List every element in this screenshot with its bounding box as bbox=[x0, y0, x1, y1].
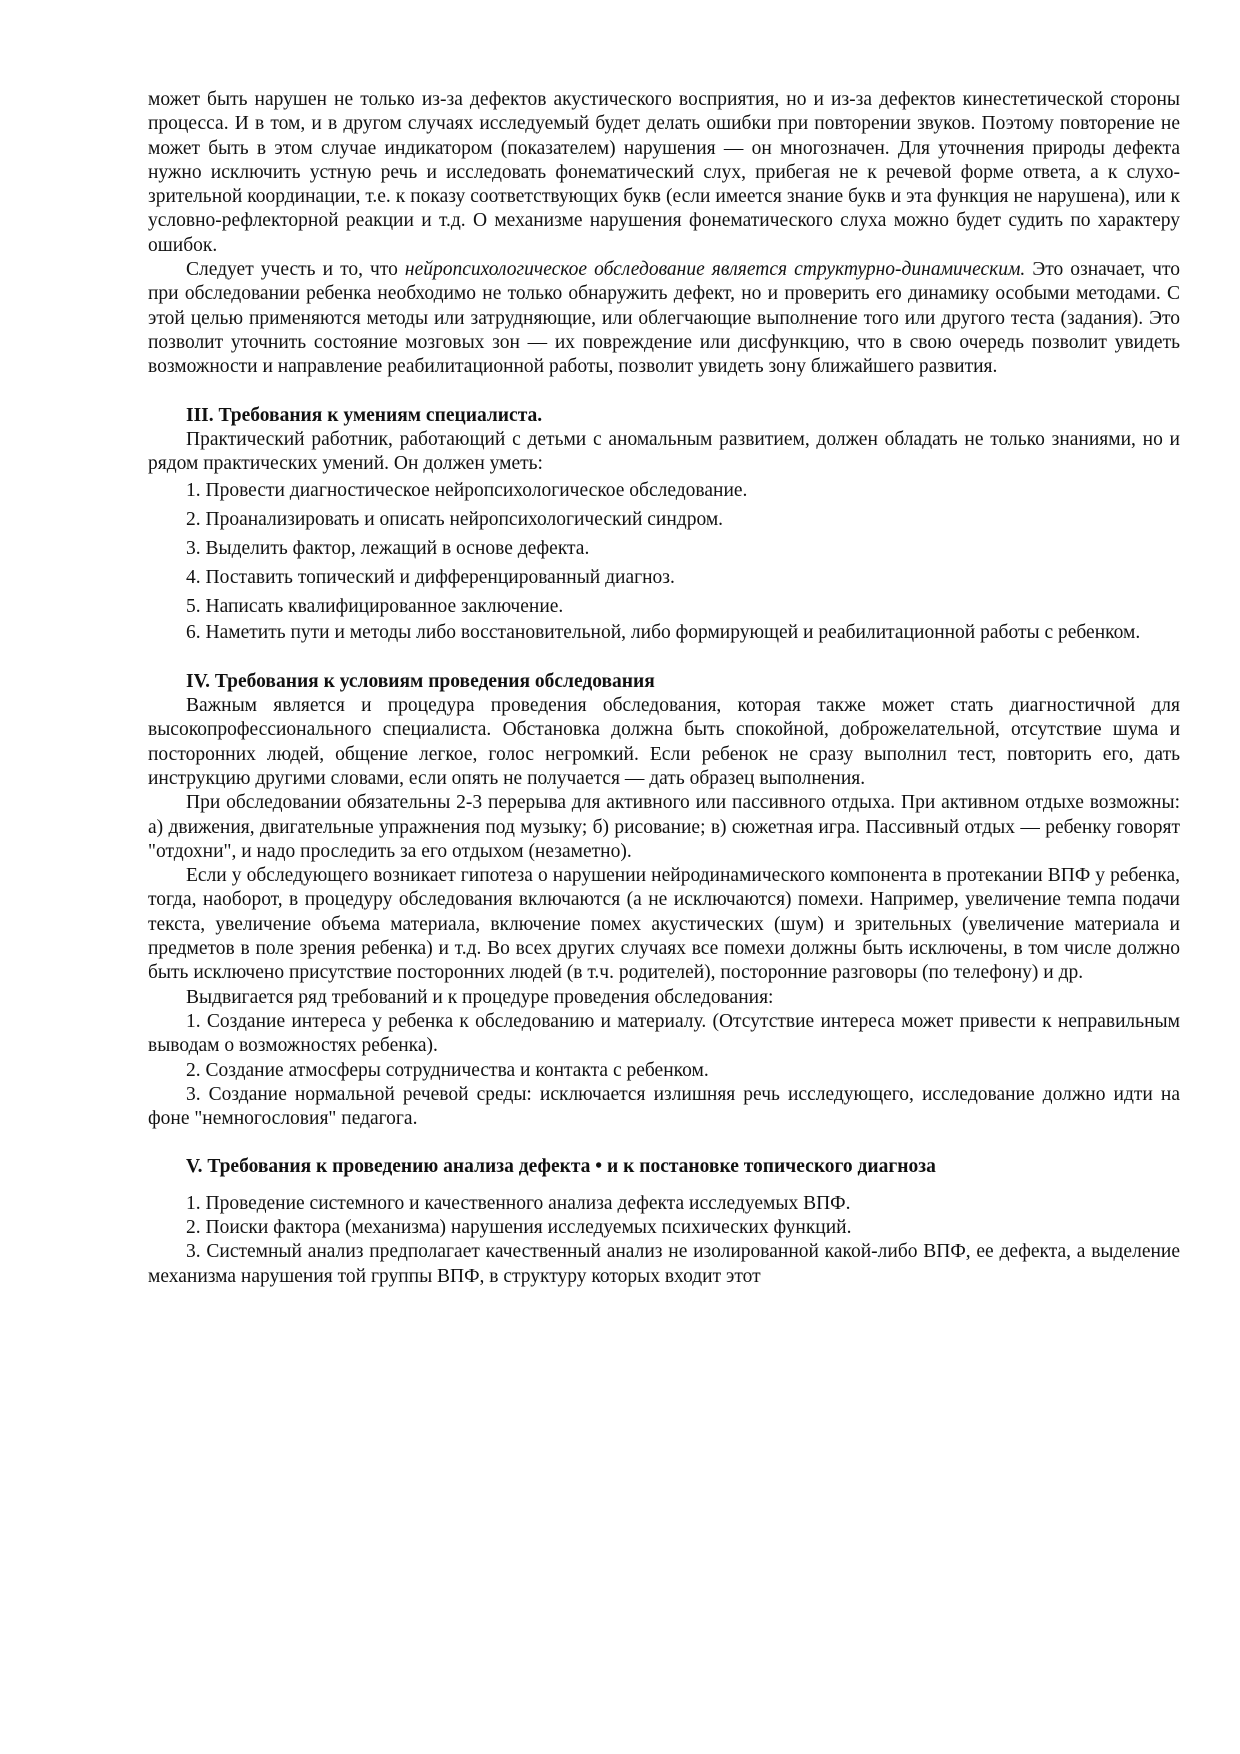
section-5-heading: V. Требования к проведению анализа дефекта • и к постановке топического диагноза bbox=[186, 1156, 936, 1178]
list-item: 6. Наметить пути и методы либо восстановительной, либо формирующей и реабилитационной работы с ребенком. bbox=[186, 622, 1141, 644]
list-item: 5. Написать квалифицированное заключение. bbox=[186, 596, 564, 618]
paragraph-continued: может быть нарушен не только из-за дефектов акустического восприятия, но и из-за дефектов кинестетической стороны процесса. И в том, и в другом случаях исследуемый будет делать ошибки при повторении звуков. Поэтому повторение не может быть в этом случае индикатором (показателем) нарушения — он многозначен. Для уточнения природы дефекта нужно исключить устную речь и исследовать фонематический слух, прибегая не к речевой форме ответа, а к слухо-зрительной координации, т.е. к показу соответствующих букв (если имеется знание букв и эта функция не нарушена), или к условно-рефлекторной реакции и т.д. О механизме нарушения фонематического слуха можно будет судить по характеру ошибок. bbox=[148, 89, 1180, 256]
list-item: 1. Создание интереса у ребенка к обследованию и материалу. (Отсутствие интереса может привести к неправильным выводам о возможностях ребенка). bbox=[148, 1010, 1180, 1057]
list-item: 2. Создание атмосферы сотрудничества и контакта с ребенком. bbox=[186, 1059, 709, 1081]
list-item: 3. Системный анализ предполагает качественный анализ не изолированной какой-либо ВПФ, ее дефекта, а выделение механизма нарушения той группы ВПФ, в структуру которых входит этот bbox=[148, 1241, 1180, 1287]
spacer bbox=[148, 1131, 1180, 1155]
section-4-paragraph: При обследовании обязательны 2-3 перерыва для активного или пассивного отдыха. При активном отдыхе возможны: а) движения, двигательные упражнения под музыку; б) рисование; в) сюжетная игра. Пассивный отдых — ребенку говорят "отдохни", и надо проследить за его отдыхом (незаметно). bbox=[148, 792, 1180, 862]
spacer bbox=[148, 646, 1180, 670]
section-4-paragraph: Важным является и процедура проведения обследования, которая также может стать диагностичной для высокопрофессионального специалиста. Обстановка должна быть спокойной, доброжелательной, отсутствие шума и посторонних людей, общение легкое, голос негромкий. Если ребенок не сразу выполнил тест, повторить его, дать инструкцию другими словами, если опять не получается — дать образец выполнения. bbox=[148, 695, 1180, 789]
section-4-paragraph: Выдвигается ряд требований и к процедуре проведения обследования: bbox=[186, 986, 774, 1008]
spacer bbox=[148, 1180, 1180, 1192]
section-4-heading: IV. Требования к условиям проведения обследования bbox=[186, 670, 655, 692]
list-item: 2. Поиски фактора (механизма) нарушения исследуемых психических функций. bbox=[186, 1216, 852, 1238]
list-item: 2. Проанализировать и описать нейропсихологический синдром. bbox=[186, 509, 724, 531]
italic-emphasis: нейропсихологическое обследование является структурно-динамическим. bbox=[404, 259, 1026, 281]
list-item: 1. Проведение системного и качественного анализа дефекта исследуемых ВПФ. bbox=[186, 1192, 851, 1214]
paragraph-lead: Следует учесть и то, что bbox=[186, 259, 405, 281]
document-page bbox=[148, 88, 1180, 1289]
section-3-heading: III. Требования к умениям специалиста. bbox=[186, 404, 543, 426]
list-item: 3. Выделить фактор, лежащий в основе дефекта. bbox=[186, 538, 590, 560]
list-item: 4. Поставить топический и дифференцированный диагноз. bbox=[186, 567, 675, 589]
list-item: 3. Создание нормальной речевой среды: исключается излишняя речь исследующего, исследование должно идти на фоне "немногословия" педагога. bbox=[148, 1083, 1180, 1130]
paragraph-rest: Это означает, что при обследовании ребенка необходимо не только обнаружить дефект, но и проверить его динамику особыми методами. С этой целью применяются методы или затрудняющие, или облегчающие выполнение того или другого теста (задания). Это позволит уточнить состояние мозговых зон — их повреждение или дисфункцию, что в свою очередь позволит увидеть возможности и направление реабилитационной работы, позволит увидеть зону ближайшего развития. bbox=[148, 259, 1180, 378]
section-3-intro: Практический работник, работающий с детьми с аномальным развитием, должен обладать не только знаниями, но и рядом практических умений. Он должен уметь: bbox=[148, 428, 1180, 475]
spacer bbox=[148, 380, 1180, 404]
paragraph-structural-dynamic bbox=[148, 258, 1180, 379]
section-4-paragraph: Если у обследующего возникает гипотеза о нарушении нейродинамического компонента в протекании ВПФ у ребенка, тогда, наоборот, в процедуру обследования включаются (а не исключаются) помехи. Например, увеличение темпа подачи текста, увеличение объема материала, включение помех акустических (шум) и зрительных (увеличение материала и предметов в поле зрения ребенка) и т.д. Во всех других случаях все помехи должны быть исключены, в том числе должно быть исключено присутствие посторонних людей (в т.ч. родителей), посторонние разговоры (по телефону) и др. bbox=[148, 865, 1180, 984]
list-item: 1. Провести диагностическое нейропсихологическое обследование. bbox=[186, 480, 748, 502]
